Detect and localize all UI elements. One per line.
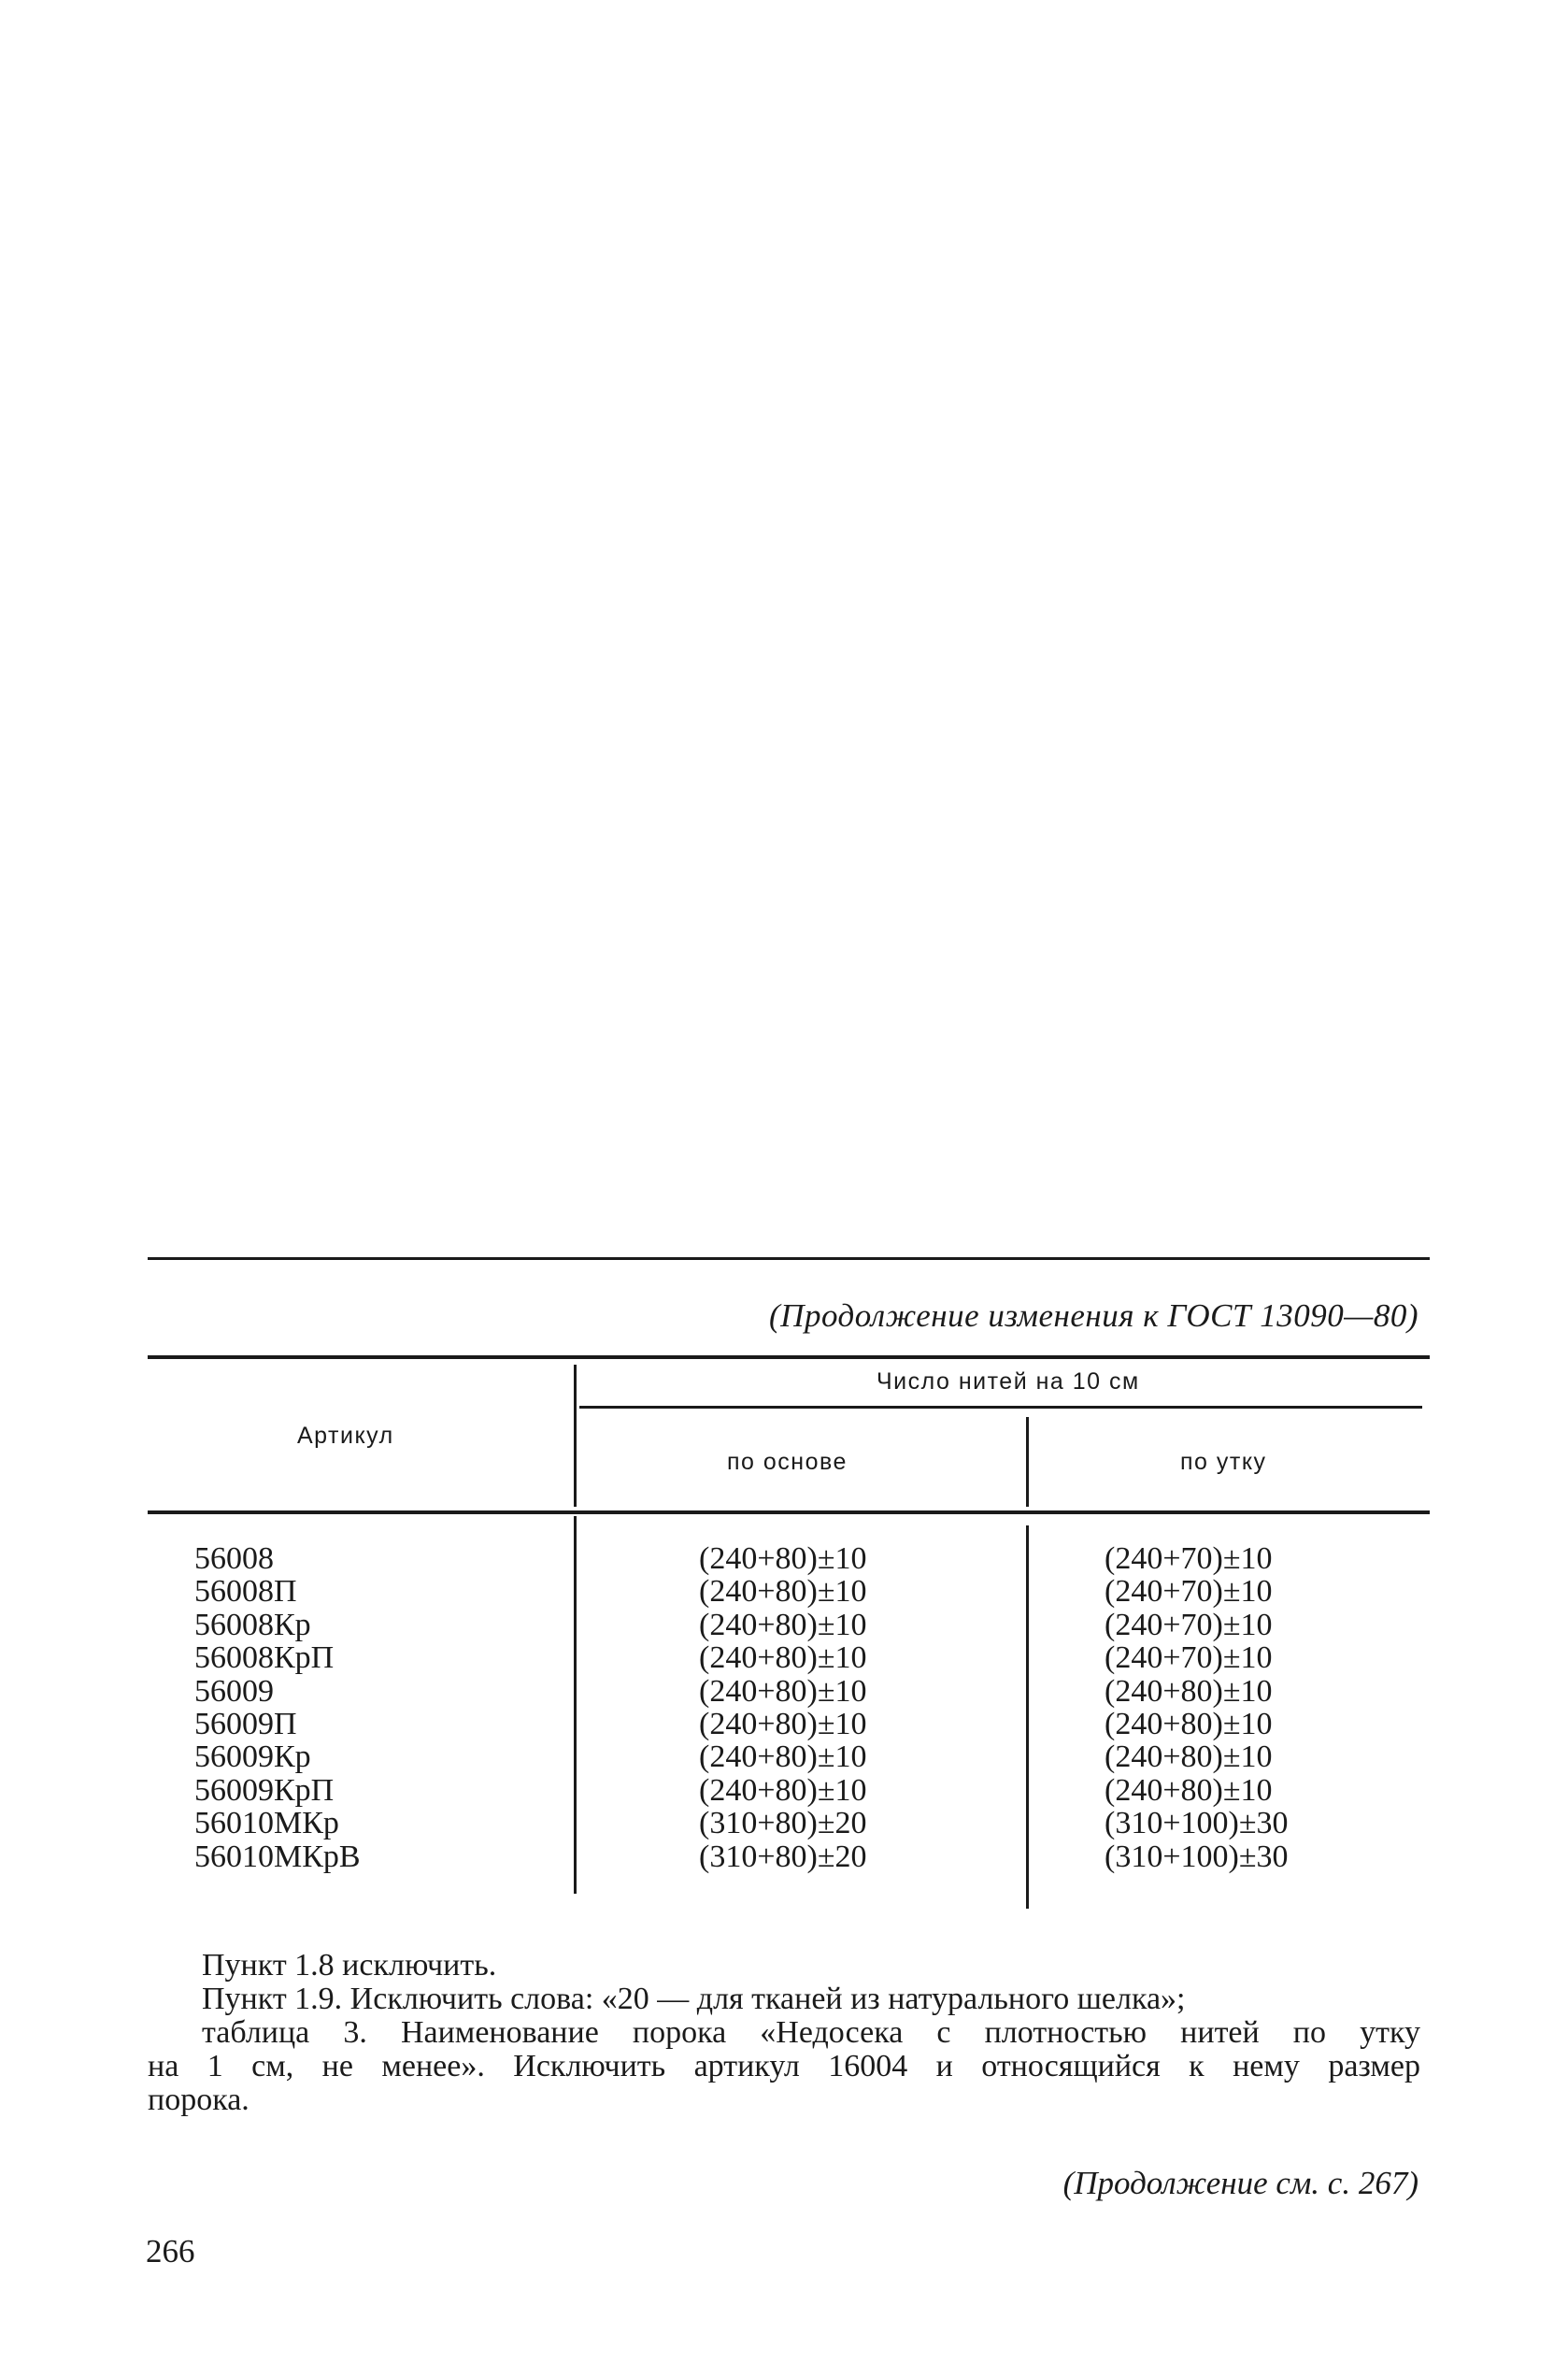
weft-column [1105,1542,1288,1873]
header-subrule [579,1406,1422,1409]
top-rule [148,1257,1430,1260]
table-header-bottom-rule [148,1510,1430,1514]
page-number: 266 [146,2233,195,2269]
table-cell-article: 56008КрП [194,1640,335,1676]
header-thread-count: Число нитей на 10 см [877,1368,1140,1395]
article-column [194,1542,361,1873]
table-cell-weft: (310+100)±30 [1105,1839,1289,1874]
paragraph-item-1-9: Пункт 1.9. Исключить слова: «20 — для тканей из натурального шелка»; [202,1982,1186,2016]
table-cell-weft: (310+100)±30 [1105,1806,1289,1841]
table-cell-weft: (240+70)±10 [1105,1541,1273,1576]
table-cell-weft: (240+80)±10 [1105,1772,1273,1808]
table-cell-weft: (240+70)±10 [1105,1640,1273,1676]
body-divider-article [574,1516,577,1894]
body-divider-warp-weft [1026,1525,1029,1909]
table-cell-article: 56009Кр [194,1739,311,1775]
footer-continuation: (Продолжение см. с. 267) [1062,2165,1418,2201]
header-weft: по утку [1180,1449,1267,1475]
continuation-header: (Продолжение изменения к ГОСТ 13090—80) [769,1297,1418,1334]
table-cell-article: 56010МКрВ [194,1839,361,1874]
table-cell-weft: (240+70)±10 [1105,1574,1273,1610]
table-cell-article: 56009 [194,1673,274,1709]
table-divider-warp-weft [1026,1417,1029,1507]
table-cell-article: 56008Кр [194,1607,311,1642]
table-cell-article: 56008П [194,1574,297,1610]
header-warp: по основе [727,1449,848,1475]
table-cell-article: 56009П [194,1706,297,1741]
table-cell-weft: (240+70)±10 [1105,1607,1273,1642]
paragraph-table-3-line-3: порока. [148,2083,249,2117]
table-cell-warp: (240+80)±10 [699,1673,867,1709]
warp-column [699,1542,866,1873]
paragraph-table-3-line-1: таблица 3. Наименование порока «Недосека с плотностью нитей по утку [202,2015,1420,2050]
table-cell-warp: (240+80)±10 [699,1739,867,1775]
table-cell-warp: (310+80)±20 [699,1806,867,1841]
table-cell-warp: (240+80)±10 [699,1706,867,1741]
table-cell-warp: (240+80)±10 [699,1541,867,1576]
table-cell-article: 56009КрП [194,1772,335,1808]
table-cell-article: 56010МКр [194,1806,339,1841]
table-cell-article: 56008 [194,1541,274,1576]
paragraph-item-1-8: Пункт 1.8 исключить. [202,1948,497,1983]
table-cell-weft: (240+80)±10 [1105,1706,1273,1741]
table-divider-article [574,1365,577,1507]
table-cell-warp: (240+80)±10 [699,1607,867,1642]
table-cell-weft: (240+80)±10 [1105,1673,1273,1709]
table-cell-warp: (240+80)±10 [699,1640,867,1676]
table-top-rule [148,1355,1430,1359]
header-article: Артикул [297,1423,394,1449]
table-cell-warp: (310+80)±20 [699,1839,867,1874]
table-cell-weft: (240+80)±10 [1105,1739,1273,1775]
paragraph-table-3-line-2: на 1 см, не менее». Исключить артикул 16004 и относящийся к нему размер [148,2049,1420,2083]
table-cell-warp: (240+80)±10 [699,1574,867,1610]
table-cell-warp: (240+80)±10 [699,1772,867,1808]
